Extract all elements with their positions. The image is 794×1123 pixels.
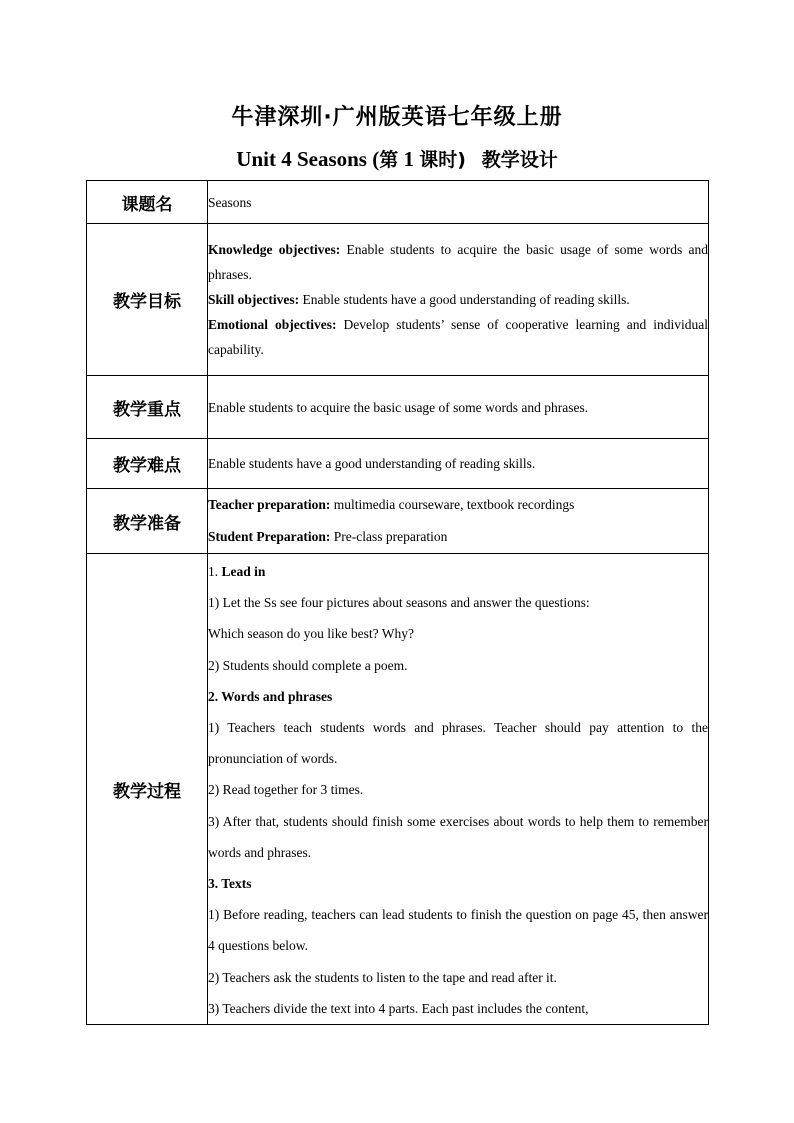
row-objectives	[87, 224, 709, 376]
process-line: 2) Students should complete a poem.	[208, 657, 408, 673]
label-objectives: 教学目标	[87, 224, 208, 376]
objective-emotional: Emotional objectives: Develop students’ sense of cooperative learning and individual capability.	[208, 317, 708, 357]
subtitle-cn-di: 第	[379, 149, 399, 171]
value-objectives	[208, 224, 709, 376]
document-subtitle	[0, 145, 794, 172]
row-preparation	[87, 489, 709, 554]
document-title: 牛津深圳·广州版英语七年级上册	[231, 105, 563, 130]
value-process	[208, 554, 709, 1025]
process-section-3-heading: 3. Texts	[208, 876, 252, 892]
process-line: 2) Teachers ask the students to listen to the tape and read after it.	[208, 969, 557, 985]
row-process	[87, 554, 709, 1025]
value-difficulties: Enable students have a good understanding of reading skills.	[208, 439, 709, 489]
lesson-plan-table	[86, 180, 709, 1025]
objective-knowledge: Knowledge objectives: Enable students to acquire the basic usage of some words and phrases.	[208, 242, 708, 282]
label-difficulties: 教学难点	[87, 439, 208, 489]
label-key-points: 教学重点	[87, 376, 208, 439]
row-key-points	[87, 376, 709, 439]
subtitle-unit: Unit 4 Seasons (	[236, 147, 380, 171]
process-line: 2) Read together for 3 times.	[208, 782, 364, 798]
value-topic: Seasons	[208, 181, 709, 224]
process-line: 3) After that, students should finish some exercises about words to help them to remember words and phrases.	[208, 813, 708, 860]
prep-student: Student Preparation: Pre-class preparation	[208, 529, 448, 544]
process-line: Which season do you like best? Why?	[208, 626, 414, 642]
process-line: 1) Teachers teach students words and phrases. Teacher should pay attention to the pronunciation of words.	[208, 720, 708, 767]
subtitle-cn-lesson: 课时)	[419, 149, 466, 171]
objective-skill: Skill objectives: Enable students have a good understanding of reading skills.	[208, 292, 630, 307]
prep-teacher: Teacher preparation: multimedia courseware, textbook recordings	[208, 497, 575, 512]
label-preparation: 教学准备	[87, 489, 208, 554]
value-key-points: Enable students to acquire the basic usage of some words and phrases.	[208, 376, 709, 439]
label-topic: 课题名	[87, 181, 208, 224]
process-line: 3) Teachers divide the text into 4 parts. Each past includes the content,	[208, 1000, 589, 1016]
subtitle-design: 教学设计	[481, 149, 558, 171]
process-section-2-heading: 2. Words and phrases	[208, 688, 333, 704]
value-preparation	[208, 489, 709, 554]
row-difficulties	[87, 439, 709, 489]
subtitle-number: 1	[398, 147, 420, 171]
process-section-1-heading: 1. Lead in	[208, 564, 266, 579]
process-line: 1) Before reading, teachers can lead students to finish the question on page 45, then answer 4 questions below.	[208, 907, 708, 954]
label-process: 教学过程	[87, 554, 208, 1025]
process-line: 1) Let the Ss see four pictures about seasons and answer the questions:	[208, 595, 590, 611]
row-topic	[87, 181, 709, 224]
